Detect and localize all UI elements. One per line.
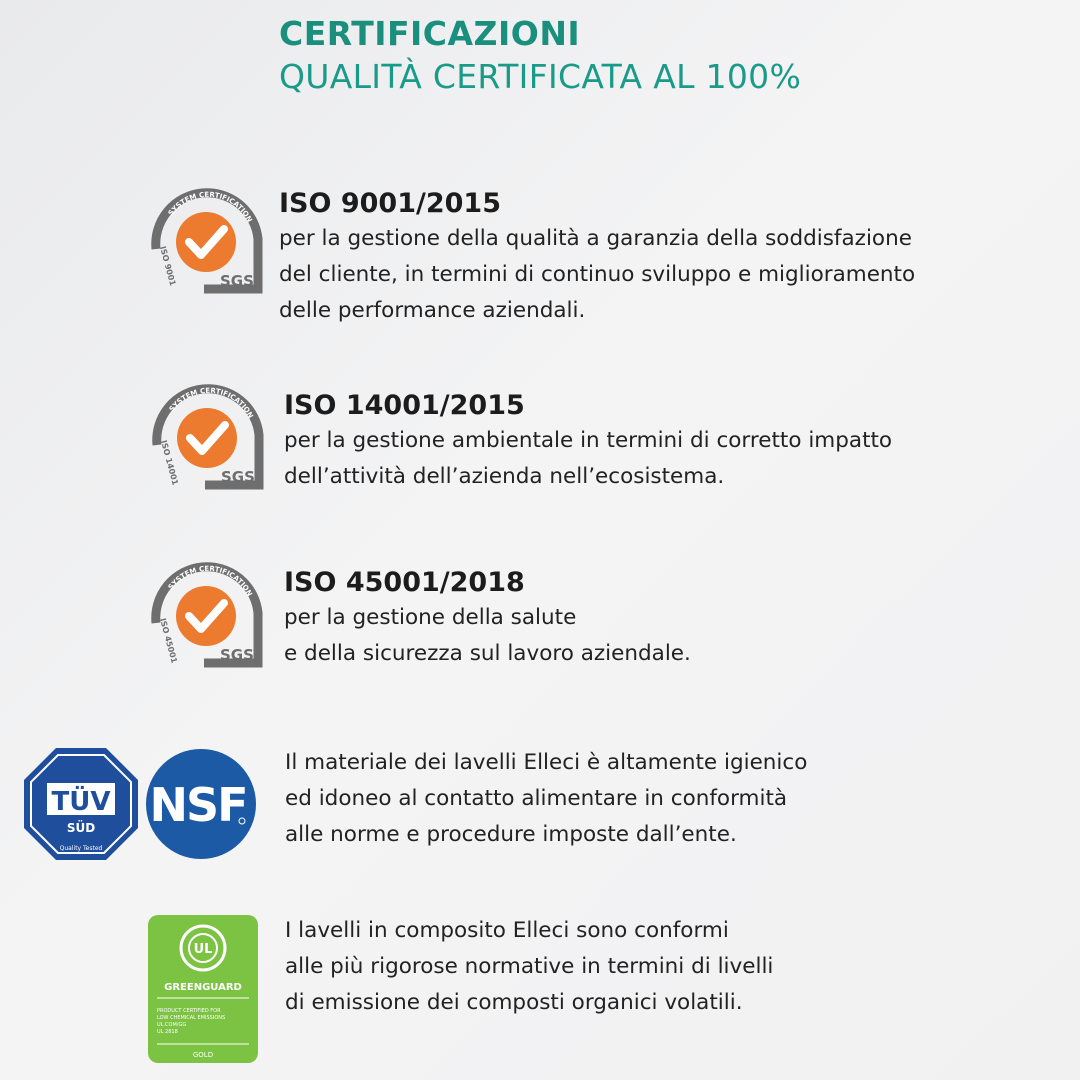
greenguard-tier: GOLD [192,1051,214,1059]
tuv-sub-text: SÜD [66,821,96,835]
ul-mark-text: UL [193,942,213,957]
sgs-iso-text: ISO 14001 [159,439,180,487]
emissions-desc-line: di emissione dei composti organici volatili. [285,990,743,1015]
hygiene-description [285,745,807,853]
cert-item [284,566,691,672]
cert-title: ISO 45001/2018 [284,567,525,598]
tuv-main-text: TÜV [51,787,111,817]
cert-desc-line: delle performance aziendali. [279,298,586,323]
emissions-desc-line: I lavelli in composito Elleci sono conformi [285,918,729,943]
sgs-iso-text: ISO 9001 [158,245,178,287]
sgs-iso-9001-icon [146,185,266,297]
cert-desc-line: del cliente, in termini di continuo sviluppo e miglioramento [279,262,916,287]
cert-title: ISO 9001/2015 [279,188,501,219]
hygiene-desc-line: Il materiale dei lavelli Elleci è altamente igienico [285,750,808,775]
cert-desc-line: dell’attività dell’azienda nell’ecosistema. [284,464,725,489]
hygiene-desc-line: alle norme e procedure imposte dall’ente. [285,822,737,847]
page-subtitle: QUALITÀ CERTIFICATA AL 100% [279,57,802,96]
nsf-icon [144,747,258,861]
tuv-sud-icon [22,746,140,862]
cert-desc-line: per la gestione della qualità a garanzia della soddisfazione [279,226,912,251]
cert-description [279,221,915,329]
hygiene-desc-line: ed idoneo al contatto alimentare in conformità [285,786,788,811]
nsf-text: NSF [149,778,247,832]
sgs-brand-text: SGS [220,272,254,290]
cert-description [284,600,691,672]
sgs-iso-14001-icon [147,381,267,493]
cert-desc-line: e della sicurezza sul lavoro aziendale. [284,641,691,666]
sgs-iso-45001-icon [146,559,266,671]
cert-title: ISO 14001/2015 [284,390,525,421]
greenguard-fine-print: UL.COM/GG [157,1022,187,1028]
sgs-brand-text: SGS [221,468,255,486]
cert-desc-line: per la gestione della salute [284,605,577,630]
sgs-iso-text: ISO 45001 [158,617,179,665]
tuv-tag-text: Quality Tested [59,845,103,852]
sgs-brand-text: SGS [220,646,254,664]
cert-desc-line: per la gestione ambientale in termini di corretto impatto [284,428,893,453]
emissions-desc-line: alle più rigorose normative in termini di livelli [285,954,774,979]
greenguard-icon [147,914,259,1064]
cert-item [284,389,892,495]
greenguard-fine-print: PRODUCT CERTIFIED FOR [157,1008,221,1014]
cert-item [279,187,915,329]
emissions-description [285,913,773,1021]
greenguard-fine-print: LOW CHEMICAL EMISSIONS [157,1015,226,1021]
sgs-arc-text: SYSTEM CERTIFICATION [166,190,254,224]
sgs-arc-text: SYSTEM CERTIFICATION [166,564,254,598]
sgs-arc-text: SYSTEM CERTIFICATION [167,386,255,420]
page-header [279,14,801,100]
greenguard-name: GREENGUARD [164,982,242,993]
greenguard-fine-print: UL 2818 [157,1029,178,1035]
page-title: CERTIFICAZIONI [279,14,581,53]
cert-description [284,423,892,495]
